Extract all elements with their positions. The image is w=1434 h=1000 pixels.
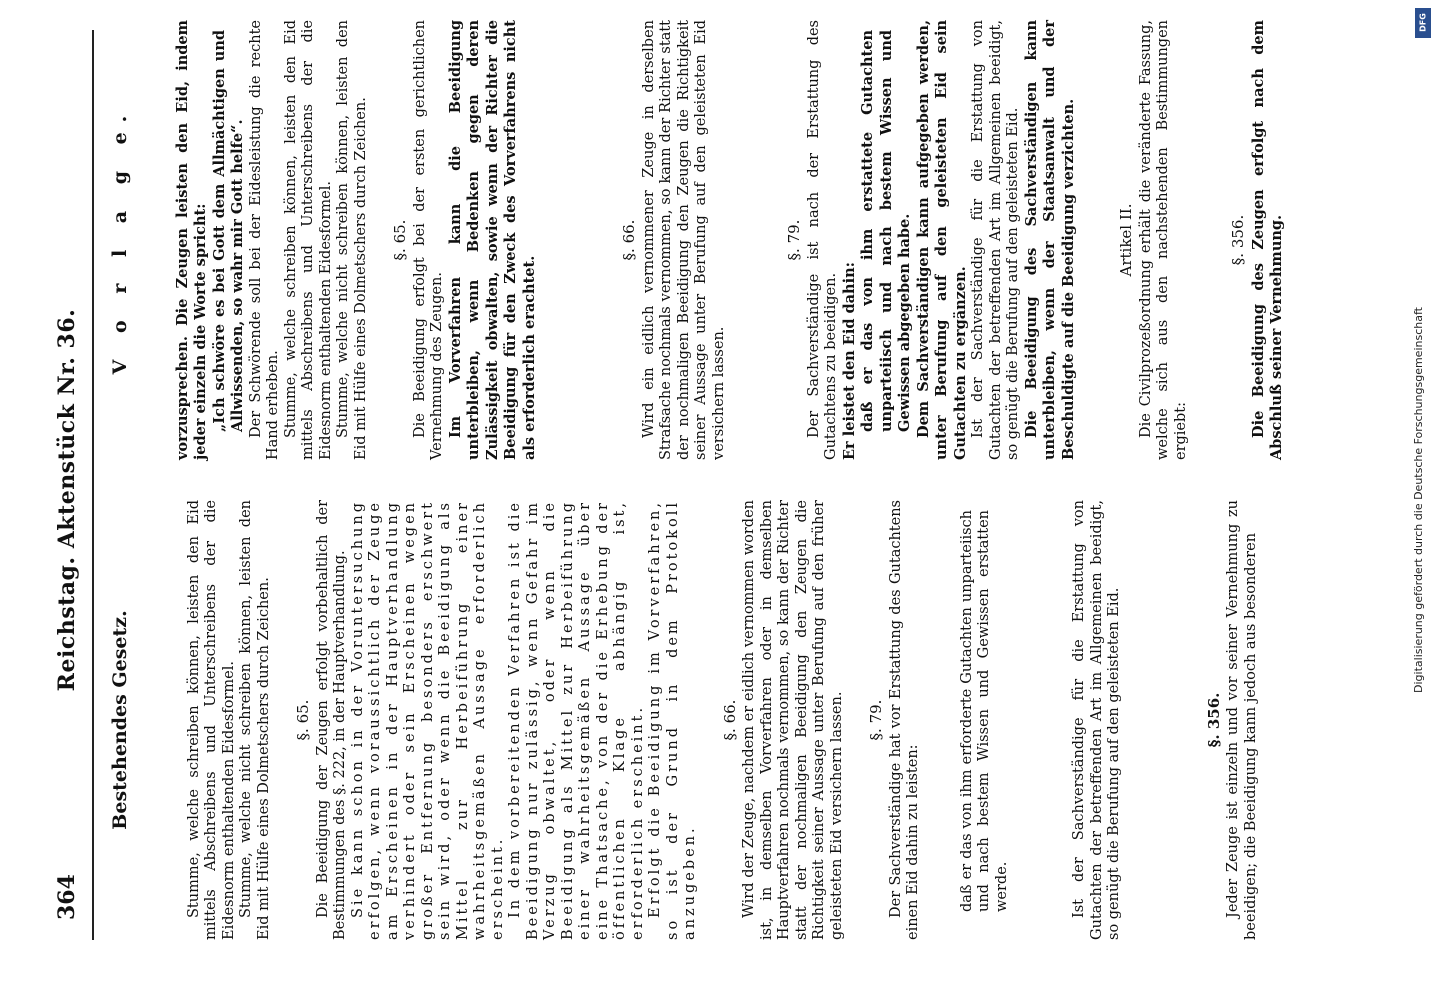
column-title-proposal: V o r l a g e. [109, 105, 131, 375]
paragraph: Die Beeidigung des Sachverständigen kann unterbleiben, wenn der Staatsanwalt und der Beschuldigte auf die Beeidigung verzichten. [1022, 20, 1077, 460]
digitization-credit-strip [1404, 0, 1434, 1000]
section-heading: §. 356. [1204, 692, 1223, 748]
paragraph: Die Beeidigung der Zeugen erfolgt vorbehaltlich der Bestimmungen des §. 222, in der Hauptverhandlung. [314, 500, 348, 940]
section-heading: §. 66. [620, 219, 638, 261]
paragraph: Stumme, welche nicht schreiben können, leisten den Eid mit Hülfe eines Dolmetschers durch Zeichen. [335, 20, 369, 460]
paragraph: Dem Sachverständigen kann aufgegeben werden, unter Berufung auf den geleisteten Eid sein Gutachten zu ergänzen. [914, 20, 969, 460]
page-title: Reichstag. Aktenstück Nr. 36. [54, 308, 80, 692]
page-header [48, 40, 88, 960]
paragraph: Wird ein eidlich vernommener Zeuge in derselben Strafsache nochmals vernommen, so kann der Richter statt der nochmaligen Beeidigung den Zeugen die Richtigkeit seiner Aussage unter Berufung auf den geleisteten Eid versichern lassen. [640, 20, 727, 460]
section-heading: §. 65. [391, 219, 409, 261]
paragraph: In dem vorbereitenden Verfahren ist die Beeidigung nur zulässig, wenn Gefahr im Verzug obwaltet, oder wenn die Beeidigung als Mittel zur Herbeiführung einer wahrheitsgemäßen Aussage über eine Thatsache, von der die Erhebung der öffentlichen Klage abhängig ist, erforderlich erscheint. [507, 500, 646, 940]
paragraph: Der Sachverständige hat vor Erstattung des Gutachtens einen Eid dahin zu leisten: [887, 500, 921, 940]
paragraph: Stumme, welche nicht schreiben können, leisten den Eid mit Hülfe eines Dolmetschers durch Zeichen. [238, 500, 272, 940]
section-heading: §. 79. [785, 219, 803, 261]
header-rule [92, 30, 94, 940]
section-heading: §. 356. [1229, 214, 1247, 266]
paragraph: Die Beeidigung erfolgt bei der ersten gerichtlichen Vernehmung des Zeugen. [411, 20, 445, 460]
column-existing-law [100, 500, 1260, 940]
digitization-credit: Digitalisierung gefördert durch die Deutsche Forschungsgemeinschaft [1412, 307, 1425, 693]
oath-text: daß er das von ihm erstattete Gutachten unparteiisch und nach bestem Wissen und Gewissen abgegeben habe. [859, 30, 913, 432]
column-proposal [100, 20, 1287, 460]
paragraph: Im Vorverfahren kann die Beeidigung unterbleiben, wenn Bedenken gegen deren Zulässigkeit obwalten, sowie wenn der Richter die Beeidigung für den Zweck des Vorverfahrens nicht als erforderlich erachtet. [446, 20, 538, 460]
article-heading: Artikel II. [1117, 203, 1135, 277]
paragraph: vorzusprechen. Die Zeugen leisten den Eid, indem jeder einzeln die Worte spricht: [173, 20, 209, 460]
oath-formula: „Ich schwöre es bei Gott dem Allmächtigen und Allwissenden, so wahr mir Gott helfe“. [210, 30, 246, 432]
dfg-logo: DFG [1415, 8, 1431, 38]
paragraph: Wird der Zeuge, nachdem er eidlich vernommen worden ist, in demselben Vorverfahren oder in demselben Hauptverfahren nochmals vernommen, so kann der Richter statt der nochmaligen Beeidigung den Zeugen die Richtigkeit seiner Aussage unter Berufung auf den früher geleisteten Eid versichern lassen. [741, 500, 845, 940]
section-heading: §. 66. [720, 699, 739, 741]
paragraph: Jeder Zeuge ist einzeln und vor seiner Vernehmung zu beeidigen; die Beeidigung kann jedoch aus besonderen [1225, 500, 1259, 940]
paragraph: Stumme, welche schreiben können, leisten den Eid mittels Abschreibens und Unterschreibens der die Eidesnorm enthaltenden Eidesformel. [185, 500, 237, 940]
paragraph: Ist der Sachverständige für die Erstattung von Gutachten der betreffenden Art im Allgemeinen beeidigt, so genügt die Berufung auf den geleisteten Eid. [1071, 500, 1122, 940]
paragraph: Stumme, welche schreiben können, leisten den Eid mittels Abschreibens und Unterschreibens der die Eidesnorm enthaltenden Eidesformel. [282, 20, 334, 460]
paragraph: Die Civilprozeßordnung erhält die veränderte Fassung, welche sich aus den nachstehenden Bestimmungen ergiebt: [1137, 20, 1189, 460]
paragraph: Sie kann schon in der Voruntersuchung erfolgen, wenn voraussichtlich der Zeuge am Erscheinen in der Hauptverhandlung verhindert oder sein Erscheinen wegen großer Entfernung besonders erschwert sein wird, oder wenn die Beeidigung als Mittel zur Herbeiführung einer wahrheitsgemäßen Aussage erforderlich erscheint. [349, 500, 506, 940]
page-number: 364 [54, 874, 80, 920]
paragraph: Er leistet den Eid dahin: [840, 262, 858, 460]
paragraph: Ist der Sachverständige für die Erstattung von Gutachten der betreffenden Art im Allgemeinen beeidigt, so genügt die Berufung auf den geleisteten Eid. [970, 20, 1021, 460]
oath-text: daß er das von ihm erforderte Gutachten unparteiisch und nach bestem Wissen und Gewissen erstatten werde. [958, 510, 1010, 912]
paragraph: Erfolgt die Beeidigung im Vorverfahren, so ist der Grund in dem Protokoll anzugeben. [647, 500, 698, 940]
column-title-existing: Bestehendes Gesetz. [109, 610, 131, 830]
section-heading: §. 79. [867, 699, 885, 741]
section-heading: §. 65. [294, 699, 312, 741]
paragraph: Der Sachverständige ist nach der Erstattung des Gutachtens zu beeidigen. [805, 20, 839, 460]
paragraph: Die Beeidigung des Zeugen erfolgt nach dem Abschluß seiner Vernehmung. [1249, 20, 1285, 460]
paragraph: Der Schwörende soll bei der Eidesleistung die rechte Hand erheben. [247, 20, 281, 460]
